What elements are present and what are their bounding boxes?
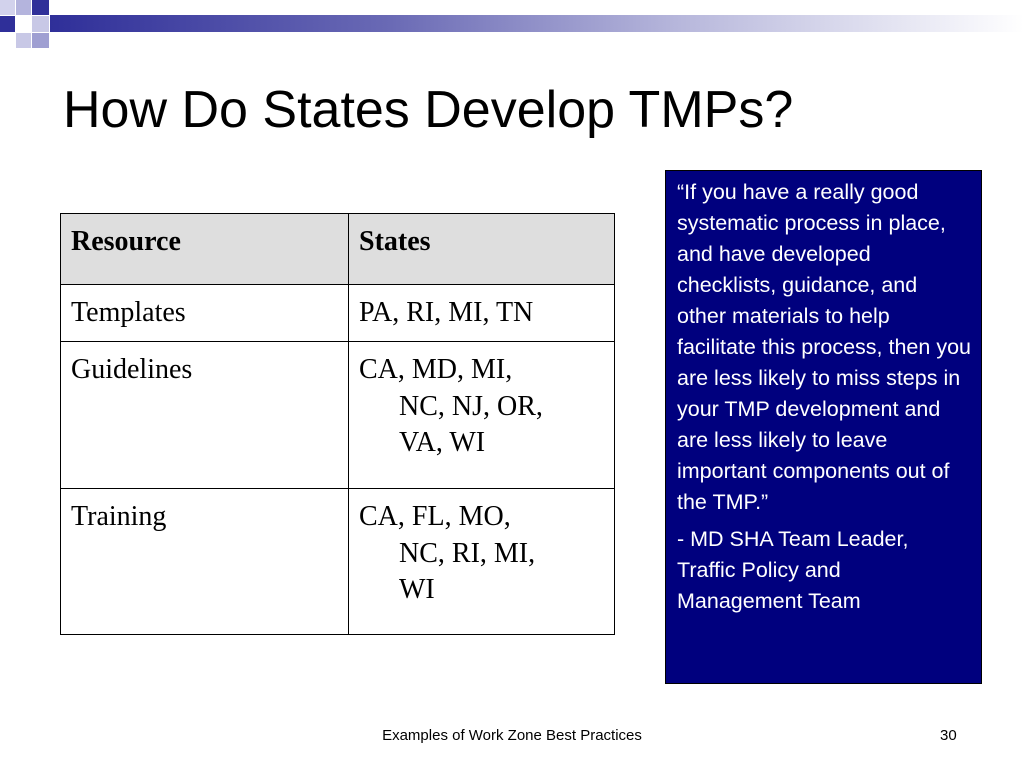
- decorative-square: [0, 16, 15, 32]
- page-number: 30: [940, 727, 957, 744]
- resource-table: [60, 213, 615, 635]
- decorative-square: [32, 0, 49, 15]
- table-row: [61, 489, 615, 635]
- decorative-square: [16, 0, 31, 15]
- resource-cell: Templates: [61, 285, 349, 342]
- decorative-square: [32, 33, 49, 48]
- states-cell: [349, 285, 615, 342]
- states-line: CA, FL, MO,: [359, 501, 511, 533]
- quote-box: [665, 170, 982, 684]
- states-line: WI: [399, 574, 435, 606]
- column-header-states: States: [349, 214, 615, 285]
- table-row: [61, 342, 615, 489]
- states-line: NC, RI, MI,: [399, 537, 536, 569]
- decorative-square: [16, 33, 31, 48]
- table-row: [61, 285, 615, 342]
- states-line: NC, NJ, OR,: [399, 390, 543, 422]
- table-header-row: [61, 214, 615, 285]
- resource-cell: Guidelines: [61, 342, 349, 489]
- header-gradient-bar: [50, 15, 1024, 32]
- quote-attribution: - MD SHA Team Leader, Traffic Policy and Management Team: [677, 527, 909, 613]
- resource-cell: Training: [61, 489, 349, 635]
- decorative-square: [32, 16, 49, 32]
- states-line: CA, MD, MI,: [359, 354, 513, 386]
- states-cell: [349, 342, 615, 489]
- quote-text: “If you have a really good systematic process in place, and have developed checklists, guidance, and other materials to help facilitate this process, then you are less likely to miss steps in your TMP development and are less likely to leave important components out of the TMP.”: [677, 180, 971, 514]
- decorative-square: [0, 0, 15, 15]
- decorative-square: [0, 33, 15, 48]
- states-line: VA, WI: [399, 427, 486, 459]
- column-header-resource: Resource: [61, 214, 349, 285]
- slide-title: How Do States Develop TMPs?: [63, 81, 794, 139]
- footer-text: Examples of Work Zone Best Practices: [382, 727, 642, 744]
- states-line: PA, RI, MI, TN: [359, 297, 534, 328]
- states-cell: [349, 489, 615, 635]
